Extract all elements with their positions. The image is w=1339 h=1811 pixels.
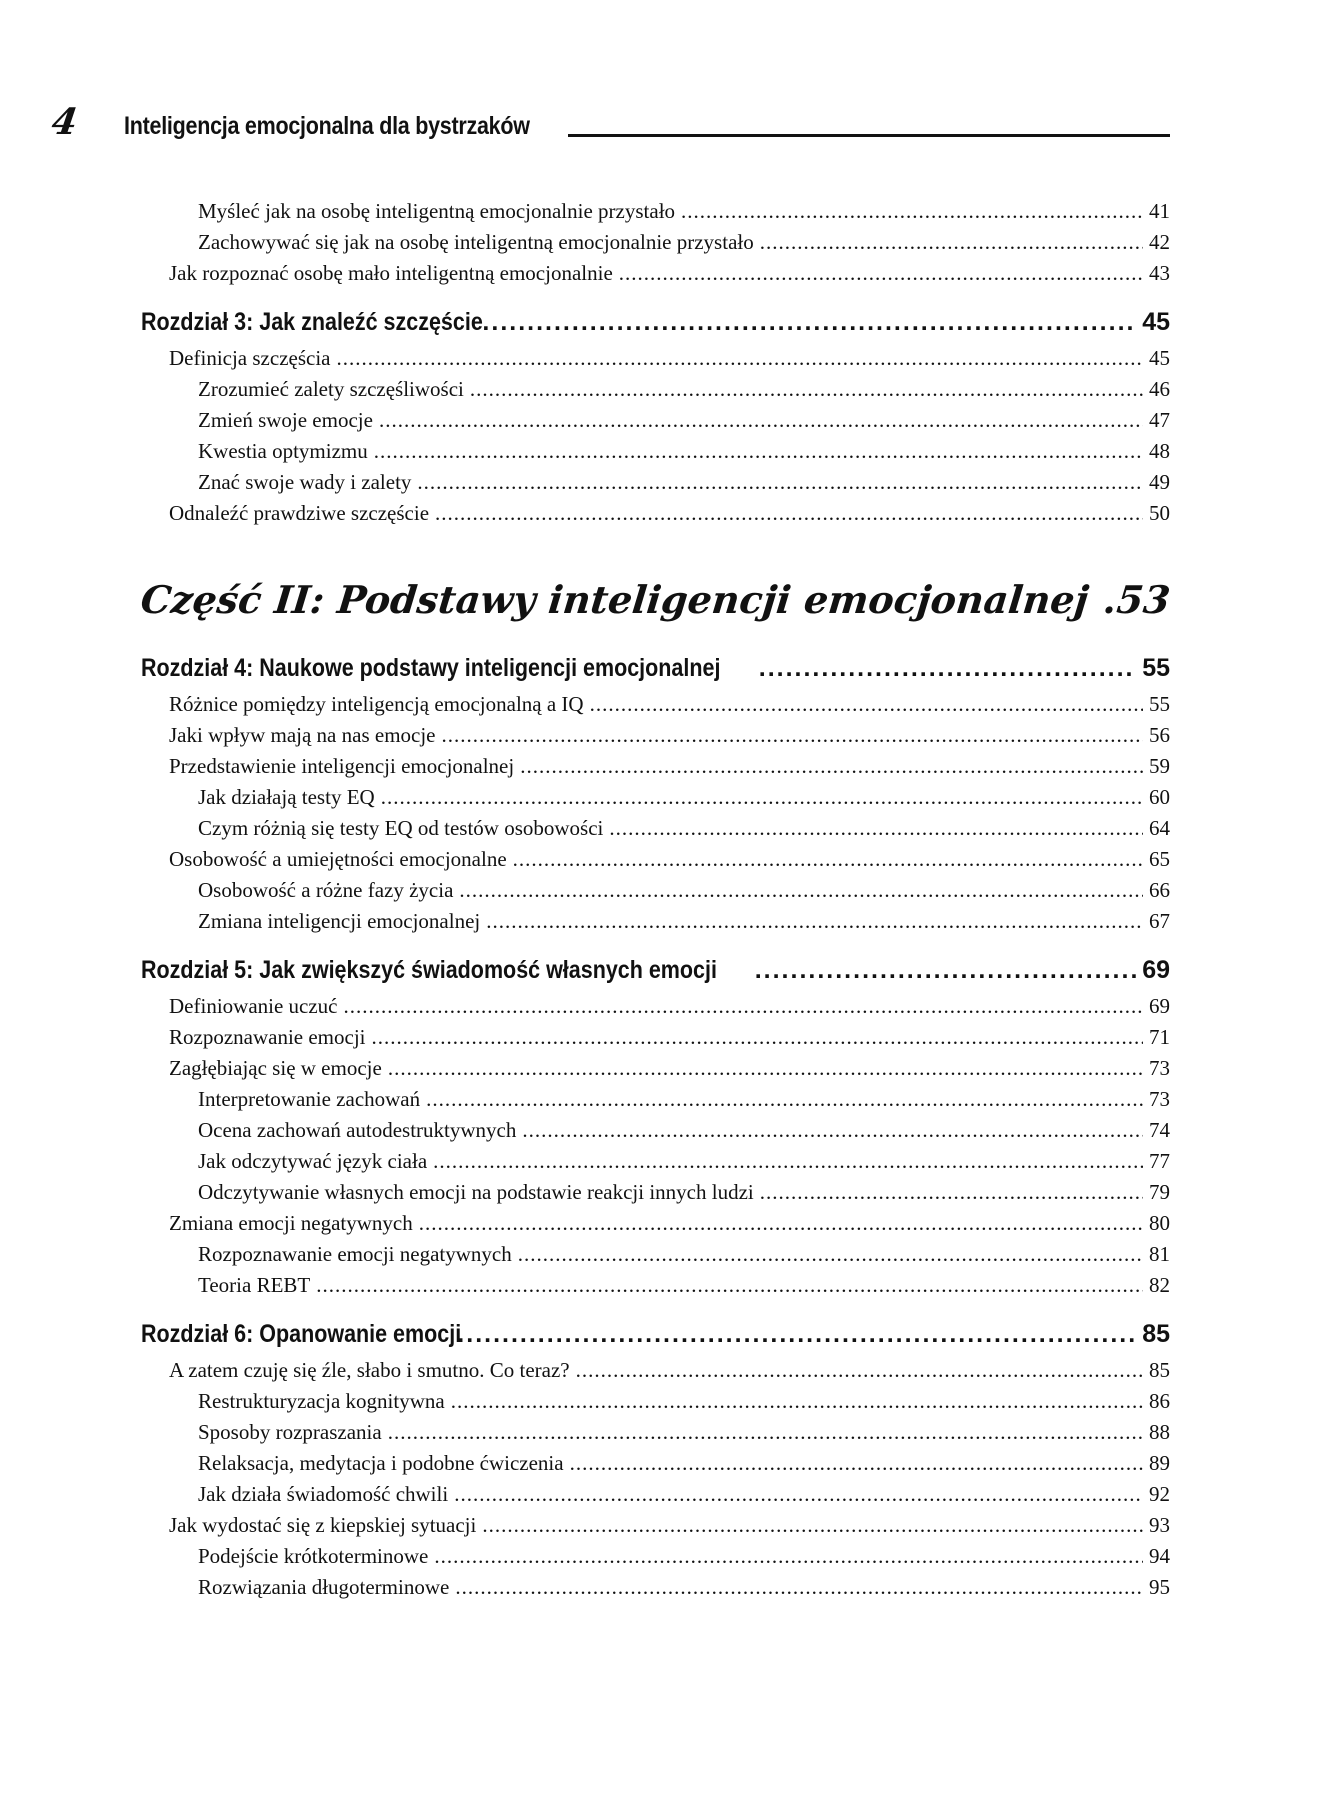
toc-page-number: 69 xyxy=(1149,994,1170,1018)
toc-title: Zrozumieć zalety szczęśliwości xyxy=(198,377,464,401)
dot-leader xyxy=(482,301,1136,343)
toc-entry xyxy=(141,844,1170,875)
toc-page-number: 53 xyxy=(1114,577,1173,622)
toc-page-number: 55 xyxy=(1142,654,1170,682)
dot-leader xyxy=(344,991,1143,1022)
page-number: 4 xyxy=(49,101,81,143)
toc-entry xyxy=(141,258,1170,289)
toc-title: Zachowywać się jak na osobę inteligentną emocjonalnie przystało xyxy=(198,230,754,254)
toc-entry xyxy=(141,1448,1170,1479)
toc-page-number: 88 xyxy=(1149,1420,1170,1444)
dot-leader xyxy=(520,751,1143,782)
toc-title: Jaki wpływ mają na nas emocje xyxy=(169,723,436,747)
toc-page-number: 92 xyxy=(1149,1482,1170,1506)
dot-leader xyxy=(486,906,1143,937)
toc-entry xyxy=(141,1022,1170,1053)
toc-entry xyxy=(141,1239,1170,1270)
toc-page-number: 45 xyxy=(1142,308,1170,336)
toc-title: Rozdział 6: Opanowanie emocji xyxy=(141,1320,462,1348)
dot-leader xyxy=(609,813,1143,844)
dot-leader xyxy=(1102,565,1113,635)
dot-leader xyxy=(434,1541,1143,1572)
dot-leader xyxy=(681,196,1143,227)
toc-page-number: 46 xyxy=(1149,377,1170,401)
toc-page-number: 67 xyxy=(1149,909,1170,933)
toc-title: Definiowanie uczuć xyxy=(169,994,338,1018)
toc-title: Osobowość a różne fazy życia xyxy=(198,878,454,902)
toc-entry xyxy=(141,689,1170,720)
dot-leader xyxy=(590,689,1143,720)
toc-title: Odnaleźć prawdziwe szczęście xyxy=(169,501,430,525)
toc-chapter xyxy=(141,301,1170,343)
dot-leader xyxy=(570,1448,1143,1479)
toc-title: Kwestia optymizmu xyxy=(198,439,368,463)
book-title: Inteligencja emocjonalna dla bystrzaków xyxy=(124,112,530,140)
toc-title: Rozdział 5: Jak zwiększyć świadomość własnych emocji xyxy=(141,956,717,984)
dot-leader xyxy=(459,875,1143,906)
toc-title: Rozdział 3: Jak znaleźć szczęście xyxy=(141,308,483,336)
toc-title: Teoria REBT xyxy=(198,1273,311,1297)
toc-entry xyxy=(141,498,1170,529)
toc-title: Ocena zachowań autodestruktywnych xyxy=(198,1118,517,1142)
toc-page-number: 73 xyxy=(1149,1056,1170,1080)
toc-title: Rozwiązania długoterminowe xyxy=(198,1575,450,1599)
toc-title: Zagłębiając się w emocje xyxy=(169,1056,382,1080)
toc-page-number: 65 xyxy=(1149,847,1170,871)
toc-entry xyxy=(141,720,1170,751)
toc-title: Jak wydostać się z kiepskiej sytuacji xyxy=(169,1513,477,1537)
toc-page-number: 86 xyxy=(1149,1389,1170,1413)
dot-leader xyxy=(388,1053,1143,1084)
toc-entry xyxy=(141,1541,1170,1572)
toc-entry xyxy=(141,1510,1170,1541)
toc-page-number: 85 xyxy=(1149,1358,1170,1382)
toc-title: Część II: Podstawy inteligencji emocjonalnej xyxy=(138,577,1091,622)
toc-title: Rozdział 4: Naukowe podstawy inteligencji emocjonalnej xyxy=(141,654,721,682)
dot-leader xyxy=(755,949,1136,991)
toc-title: Przedstawienie inteligencji emocjonalnej xyxy=(169,754,515,778)
dot-leader xyxy=(522,1115,1143,1146)
toc-entry xyxy=(141,906,1170,937)
toc-page-number: 79 xyxy=(1149,1180,1170,1204)
dot-leader xyxy=(760,1177,1143,1208)
dot-leader xyxy=(435,498,1143,529)
dot-leader xyxy=(388,1417,1143,1448)
dot-leader xyxy=(316,1270,1143,1301)
toc-title: Relaksacja, medytacja i podobne ćwiczenia xyxy=(198,1451,564,1475)
dot-leader xyxy=(381,782,1143,813)
toc-page-number: 71 xyxy=(1149,1025,1170,1049)
dot-leader xyxy=(419,1208,1143,1239)
header-rule xyxy=(568,134,1170,137)
toc-page-number: 89 xyxy=(1149,1451,1170,1475)
toc-page-number: 49 xyxy=(1149,470,1170,494)
toc-title: Zmień swoje emocje xyxy=(198,408,373,432)
toc-title: Czym różnią się testy EQ od testów osobowości xyxy=(198,816,604,840)
toc-entry xyxy=(141,875,1170,906)
dot-leader xyxy=(336,343,1143,374)
toc-page-number: 74 xyxy=(1149,1118,1170,1142)
table-of-contents xyxy=(138,196,1173,1603)
toc-chapter xyxy=(141,1313,1170,1355)
dot-leader xyxy=(417,467,1143,498)
toc-title: Definicja szczęścia xyxy=(169,346,331,370)
toc-title: Zmiana inteligencji emocjonalnej xyxy=(198,909,481,933)
toc-page-number: 41 xyxy=(1149,199,1170,223)
toc-chapter xyxy=(141,949,1170,991)
toc-page-number: 80 xyxy=(1149,1211,1170,1235)
toc-entry xyxy=(141,436,1170,467)
toc-entry xyxy=(141,1146,1170,1177)
toc-title: Odczytywanie własnych emocji na podstawie reakcji innych ludzi xyxy=(198,1180,754,1204)
toc-entry xyxy=(141,782,1170,813)
toc-title: A zatem czuję się źle, słabo i smutno. Co teraz? xyxy=(169,1358,570,1382)
toc-page-number: 73 xyxy=(1149,1087,1170,1111)
toc-page-number: 42 xyxy=(1149,230,1170,254)
toc-entry xyxy=(141,1053,1170,1084)
toc-entry xyxy=(141,1572,1170,1603)
dot-leader xyxy=(518,1239,1143,1270)
toc-title: Jak odczytywać język ciała xyxy=(198,1149,428,1173)
dot-leader xyxy=(482,1510,1143,1541)
toc-title: Rozpoznawanie emocji negatywnych xyxy=(198,1242,512,1266)
toc-entry xyxy=(141,1177,1170,1208)
toc-title: Rozpoznawanie emocji xyxy=(169,1025,366,1049)
toc-title: Osobowość a umiejętności emocjonalne xyxy=(169,847,507,871)
toc-entry xyxy=(141,467,1170,498)
toc-entry xyxy=(141,405,1170,436)
dot-leader xyxy=(454,1479,1143,1510)
toc-title: Jak działają testy EQ xyxy=(198,785,375,809)
toc-chapter xyxy=(141,647,1170,689)
dot-leader xyxy=(374,436,1143,467)
toc-page-number: 66 xyxy=(1149,878,1170,902)
toc-page-number: 95 xyxy=(1149,1575,1170,1599)
toc-title: Podejście krótkoterminowe xyxy=(198,1544,429,1568)
toc-title: Sposoby rozpraszania xyxy=(198,1420,382,1444)
toc-page-number: 50 xyxy=(1149,501,1170,525)
toc-page-number: 48 xyxy=(1149,439,1170,463)
toc-entry xyxy=(141,1270,1170,1301)
toc-entry xyxy=(141,196,1170,227)
dot-leader xyxy=(442,720,1144,751)
toc-title: Interpretowanie zachowań xyxy=(198,1087,421,1111)
toc-page-number: 60 xyxy=(1149,785,1170,809)
toc-title: Znać swoje wady i zalety xyxy=(198,470,412,494)
toc-title: Zmiana emocji negatywnych xyxy=(169,1211,413,1235)
dot-leader xyxy=(619,258,1143,289)
dot-leader xyxy=(457,1313,1136,1355)
dot-leader xyxy=(433,1146,1143,1177)
toc-entry xyxy=(141,1417,1170,1448)
toc-entry xyxy=(141,343,1170,374)
dot-leader xyxy=(470,374,1143,405)
toc-entry xyxy=(141,1355,1170,1386)
dot-leader xyxy=(451,1386,1143,1417)
toc-page-number: 93 xyxy=(1149,1513,1170,1537)
toc-page-number: 77 xyxy=(1149,1149,1170,1173)
toc-page-number: 64 xyxy=(1149,816,1170,840)
toc-entry xyxy=(141,1084,1170,1115)
toc-title: Jak rozpoznać osobę mało inteligentną emocjonalnie xyxy=(169,261,613,285)
toc-title: Restrukturyzacja kognitywna xyxy=(198,1389,445,1413)
dot-leader xyxy=(372,1022,1143,1053)
dot-leader xyxy=(759,647,1136,689)
running-header xyxy=(49,100,1170,143)
toc-page-number: 55 xyxy=(1149,692,1170,716)
toc-entry xyxy=(141,374,1170,405)
toc-title: Jak działa świadomość chwili xyxy=(198,1482,449,1506)
dot-leader xyxy=(513,844,1143,875)
dot-leader xyxy=(576,1355,1143,1386)
toc-page-number: 43 xyxy=(1149,261,1170,285)
toc-page-number: 85 xyxy=(1142,1320,1170,1348)
toc-page-number: 59 xyxy=(1149,754,1170,778)
toc-title: Różnice pomiędzy inteligencją emocjonalną a IQ xyxy=(169,692,584,716)
toc-page-number: 94 xyxy=(1149,1544,1170,1568)
toc-entry xyxy=(141,1115,1170,1146)
toc-entry xyxy=(141,227,1170,258)
dot-leader xyxy=(379,405,1143,436)
toc-page-number: 45 xyxy=(1149,346,1170,370)
toc-entry xyxy=(141,1386,1170,1417)
toc-page-number: 81 xyxy=(1149,1242,1170,1266)
dot-leader xyxy=(760,227,1143,258)
toc-title: Myśleć jak na osobę inteligentną emocjonalnie przystało xyxy=(198,199,676,223)
toc-page-number: 69 xyxy=(1142,956,1170,984)
toc-page-number: 56 xyxy=(1149,723,1170,747)
toc-entry xyxy=(141,1479,1170,1510)
toc-part xyxy=(138,565,1173,635)
toc-entry xyxy=(141,751,1170,782)
dot-leader xyxy=(426,1084,1143,1115)
dot-leader xyxy=(455,1572,1143,1603)
toc-page-number: 82 xyxy=(1149,1273,1170,1297)
toc-page-number: 47 xyxy=(1149,408,1170,432)
toc-entry xyxy=(141,1208,1170,1239)
toc-entry xyxy=(141,813,1170,844)
toc-entry xyxy=(141,991,1170,1022)
